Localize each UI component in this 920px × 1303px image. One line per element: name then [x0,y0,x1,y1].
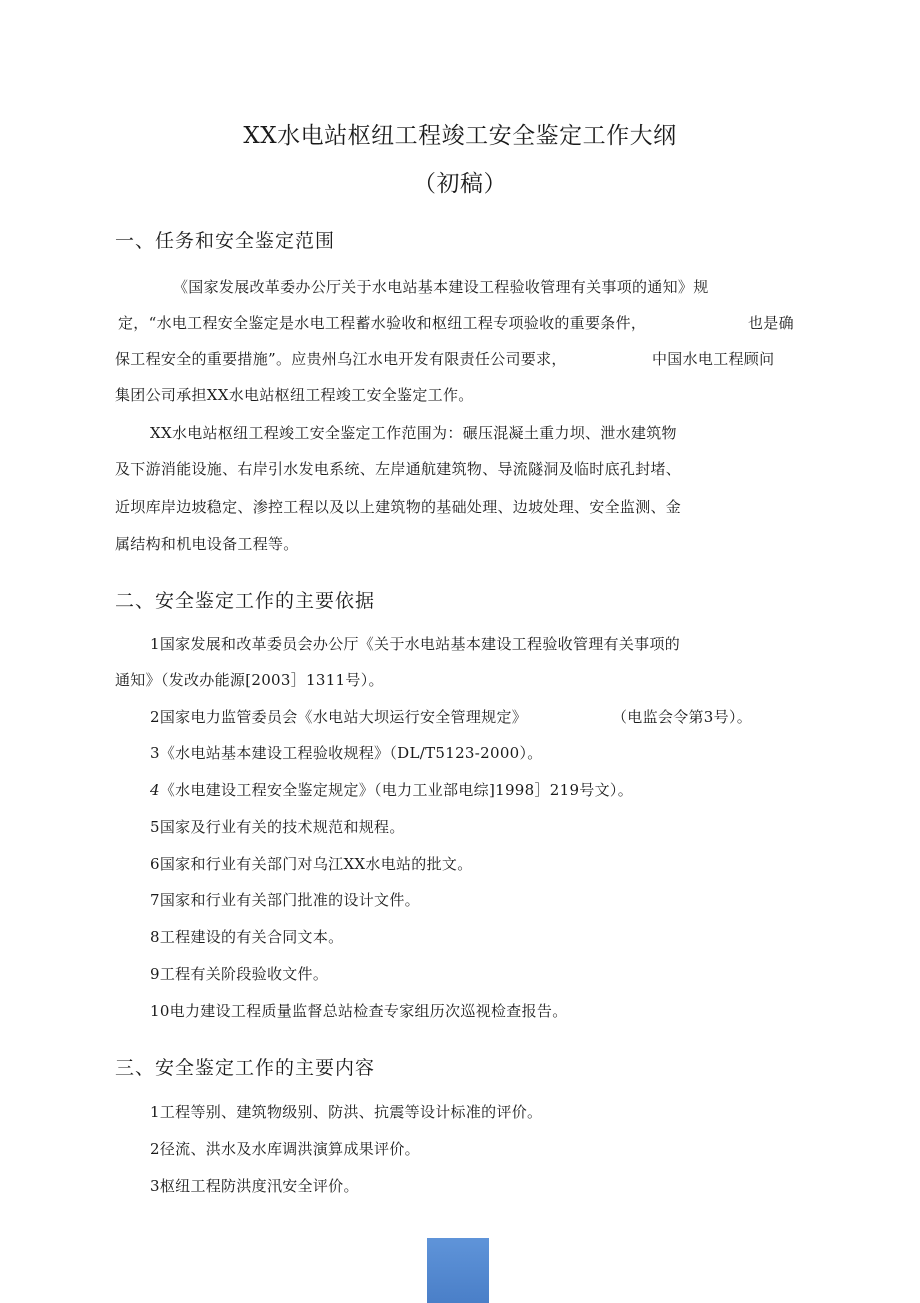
paragraph-line: 近坝库岸边坡稳定、渗控工程以及以上建筑物的基础处理、边坡处理、安全监测、金 [115,498,682,516]
list-item: 通知》（发改办能源[2003］1311号）。 [115,671,384,689]
paragraph-line: 也是确 [748,314,794,332]
paragraph-line: 保工程安全的重要措施”。应贵州乌江水电开发有限责任公司要求， [115,350,567,368]
document-subtitle: （初稿） [413,171,507,197]
list-item-text: 《水电建设工程安全鉴定规定》（电力工业部电综]1998］219号文）。 [159,781,634,799]
list-item: 1国家发展和改革委员会办公厅《关于水电站基本建设工程验收管理有关事项的 [150,635,681,653]
list-item: （电监会令第3号）。 [612,708,753,726]
section-heading-3: 三、安全鉴定工作的主要内容 [115,1057,376,1079]
list-item: 1工程等别、建筑物级别、防洪、抗震等设计标准的评价。 [150,1103,543,1121]
section-heading-2: 二、安全鉴定工作的主要依据 [115,590,376,612]
paragraph-line: 集团公司承担XX水电站枢纽工程竣工安全鉴定工作。 [115,386,474,404]
page-tab-marker [427,1238,489,1303]
list-item: 8工程建设的有关合同文本。 [150,928,344,946]
paragraph-line: 中国水电工程顾问 [652,350,775,368]
list-item [150,779,633,800]
paragraph-line: 《国家发展改革委办公厅关于水电站基本建设工程验收管理有关事项的通知》规 [173,278,709,296]
list-item: 10电力建设工程质量监督总站检查专家组历次巡视检查报告。 [150,1002,568,1020]
list-item: 3《水电站基本建设工程验收规程》（DL/T5123-2000）。 [150,744,543,762]
list-item: 2国家电力监管委员会《水电站大坝运行安全管理规定》 [150,708,528,726]
list-item: 6国家和行业有关部门对乌江XX水电站的批文。 [150,855,473,873]
paragraph-line: 属结构和机电设备工程等。 [115,535,299,553]
section-heading-1: 一、任务和安全鉴定范围 [115,230,336,252]
list-item-number: 4 [150,781,160,799]
document-title: XX水电站枢纽工程竣工安全鉴定工作大纲 [243,123,677,149]
list-item: 2径流、洪水及水库调洪演算成果评价。 [150,1140,420,1158]
paragraph-line: XX水电站枢纽工程竣工安全鉴定工作范围为：碾压混凝土重力坝、泄水建筑物 [150,424,677,442]
list-item: 9工程有关阶段验收文件。 [150,965,329,983]
list-item: 5国家及行业有关的技术规范和规程。 [150,818,405,836]
paragraph-line: 定，“水电工程安全鉴定是水电工程蓄水验收和枢纽工程专项验收的重要条件， [118,314,647,332]
list-item: 3枢纽工程防洪度汛安全评价。 [150,1177,359,1195]
list-item: 7国家和行业有关部门批准的设计文件。 [150,891,420,909]
paragraph-line: 及下游消能设施、右岸引水发电系统、左岸通航建筑物、导流隧洞及临时底孔封堵、 [115,460,682,478]
